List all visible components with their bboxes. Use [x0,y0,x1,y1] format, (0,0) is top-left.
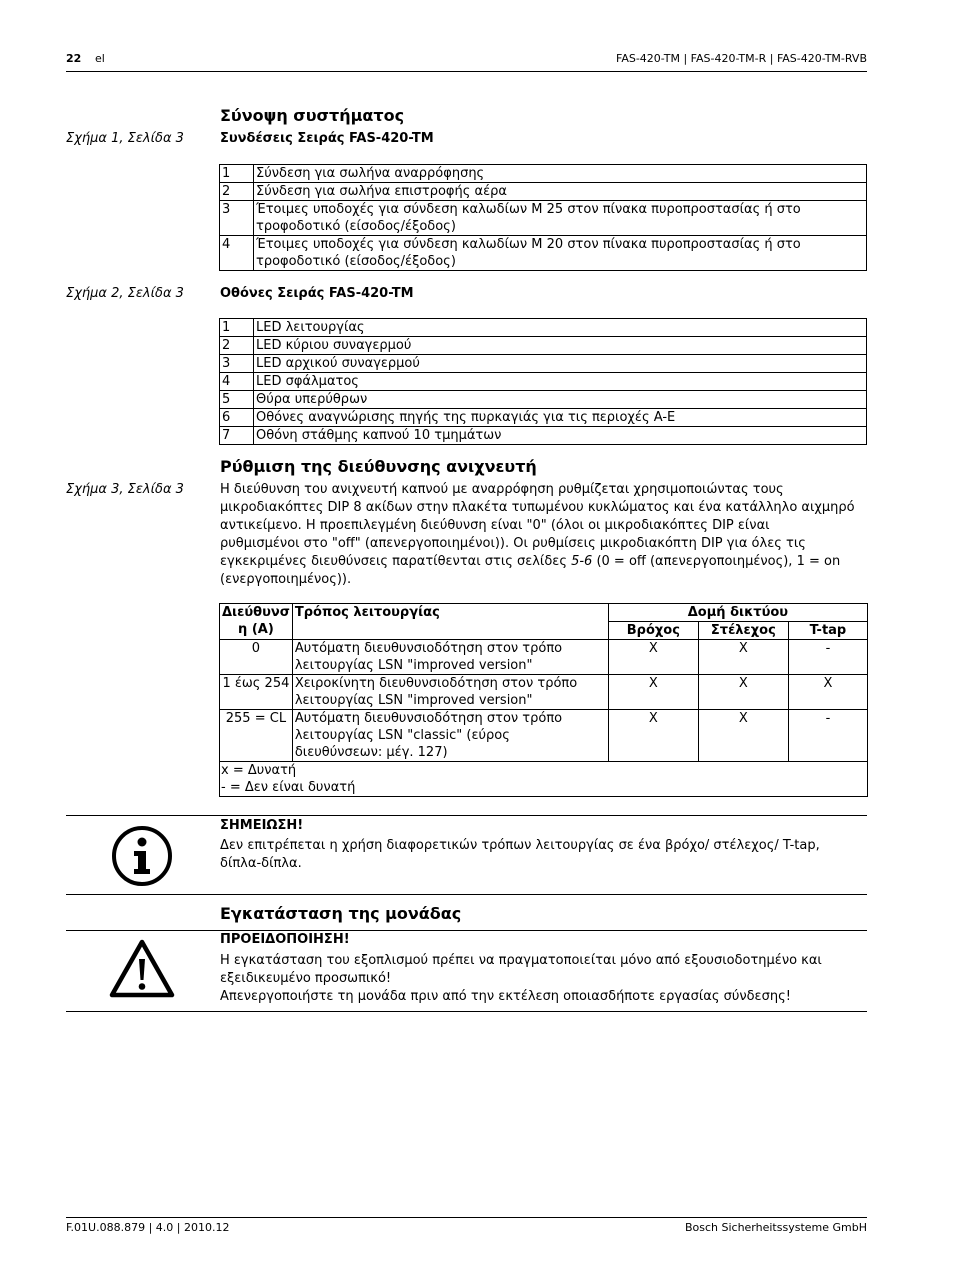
row-text: LED λειτουργίας [254,319,867,337]
footer-doc-id: F.01U.088.879 | 4.0 | 2010.12 [66,1221,230,1234]
table-row [220,337,867,355]
cell-line: Αυτόματη διευθυνσιοδότηση στον τρόπο [294,711,563,726]
row-number: 7 [220,427,254,445]
row-text: LED κύριου συναγερμού [254,337,867,355]
row-text: Σύνδεση για σωλήνα αναρρόφησης [254,165,867,183]
row-text-line: Έτοιμες υποδοχές για σύνδεση καλωδίων M 20 στον πίνακα πυροπροστασίας ή στο [256,237,801,252]
row-text: Οθόνη στάθμης καπνού 10 τμημάτων [254,427,867,445]
table-row [220,165,867,183]
cell-ttap: - [788,710,867,762]
cell-loop: X [608,640,698,675]
cell-line: λειτουργίας LSN "improved version" [294,658,533,673]
cell-address: 1 έως 254 [220,675,293,710]
paragraph-line: αντικείμενο. Η προεπιλεγμένη διεύθυνση είναι "0" (όλοι οι μικροδιακόπτες DIP είναι [220,518,770,533]
row-text-line: Έτοιμες υποδοχές για σύνδεση καλωδίων M 25 στον πίνακα πυροπροστασίας ή στο [256,202,801,217]
table-legend [220,762,868,797]
page-number: 22 [66,52,82,65]
figure-1-ref: Σχήμα 1, Σελίδα 3 [66,131,184,146]
cell-stub: X [698,640,788,675]
header-mode: Τρόπος λειτουργίας [292,604,608,640]
cell-mode [292,675,608,710]
paragraph-line: Η διεύθυνση του ανιχνευτή καπνού με αναρρόφηση ρυθμίζεται χρησιμοποιώντας τους [220,482,784,497]
figure-3-ref: Σχήμα 3, Σελίδα 3 [66,482,184,497]
figure-1-title: Συνδέσεις Σειράς FAS-420-TM [220,131,434,146]
header-stub: Στέλεχος [698,622,788,640]
address-table [219,603,868,797]
header-loop: Βρόχος [608,622,698,640]
cell-mode [292,640,608,675]
cell-line: Αυτόματη διευθυνσιοδότηση στον τρόπο [294,641,563,656]
page-reference-link[interactable]: 5-6 [571,554,593,569]
table-row [220,236,867,271]
row-text: Σύνδεση για σωλήνα επιστροφής αέρα [254,183,867,201]
row-text: LED αρχικού συναγερμού [254,355,867,373]
row-text [254,201,867,236]
paragraph-text: (0 = off (απενεργοποιημένος), 1 = on [592,554,841,569]
row-text-line: τροφοδοτικό (είσοδος/έξοδος) [256,254,456,269]
cell-loop: X [608,675,698,710]
footer-rule [66,1217,867,1218]
section-title-overview: Σύνοψη συστήματος [220,106,405,125]
warning-bottom-rule [66,1011,867,1012]
product-header: FAS-420-TM | FAS-420-TM-R | FAS-420-TM-RVB [616,52,867,65]
cell-line: λειτουργίας LSN "classic" (εύρος [294,728,510,743]
cell-address: 0 [220,640,293,675]
row-number: 3 [220,355,254,373]
warning-line: εξειδικευμένο προσωπικό! [220,971,392,986]
row-number: 6 [220,409,254,427]
paragraph-line: μικροδιακόπτες DIP 8 ακίδων στην πλακέτα τυπωμένου κυκλώματος και ένα κατάλληλο αιχμηρό [220,500,855,515]
header-ttap: T-tap [788,622,867,640]
warning-label: ΠΡΟΕΙΔΟΠΟΙΗΣΗ! [220,932,350,947]
table-row [220,675,868,710]
warning-line: Απενεργοποιήστε τη μονάδα πριν από την εκτέλεση οποιασδήποτε εργασίας σύνδεσης! [220,989,791,1004]
paragraph-text: εγκεκριμένες διευθύνσεις παρατίθενται στις σελίδες [220,554,572,569]
displays-table [219,318,867,445]
row-number: 5 [220,391,254,409]
warning-icon [108,938,176,1000]
paragraph-line: (ενεργοποιημένος)). [220,572,352,587]
table-row [220,710,868,762]
table-row [220,427,867,445]
warning-line: Η εγκατάσταση του εξοπλισμού πρέπει να πραγματοποιείται μόνο από εξουσιοδοτημένο και [220,953,822,968]
table-row [220,319,867,337]
cell-loop: X [608,710,698,762]
note-line: Δεν επιτρέπεται η χρήση διαφορετικών τρόπων λειτουργίας σε ένα βρόχο/ στέλεχος/ T-tap, [220,838,820,853]
address-paragraph [220,481,870,589]
cell-line: λειτουργίας LSN "improved version" [294,693,533,708]
table-row [220,201,867,236]
row-number: 4 [220,373,254,391]
table-legend-row [220,762,868,797]
cell-stub: X [698,675,788,710]
header-text: Διεύθυνσ [222,605,290,620]
paragraph-line: ρυθμισμένοι στο "off" (απενεργοποιημένοι)). Οι ρυθμίσεις μικροδιακόπτη DIP για όλες τις [220,536,806,551]
note-text [220,837,870,873]
note-line: δίπλα-δίπλα. [220,856,302,871]
row-text: Οθόνες αναγνώρισης πηγής της πυρκαγιάς για τις περιοχές A-E [254,409,867,427]
row-number: 1 [220,165,254,183]
footer-company: Bosch Sicherheitssysteme GmbH [684,1221,867,1234]
cell-ttap: - [788,640,867,675]
language-code: el [95,52,105,65]
legend-line: - = Δεν είναι δυνατή [221,780,356,795]
warning-text [220,952,870,1006]
cell-stub: X [698,710,788,762]
table-row [220,391,867,409]
table-header-row [220,604,868,622]
table-row [220,640,868,675]
row-text: LED σφάλματος [254,373,867,391]
cell-mode [292,710,608,762]
note-bottom-rule [66,894,867,895]
row-number: 4 [220,236,254,271]
section-title-installation: Εγκατάσταση της μονάδας [220,904,462,923]
note-top-rule [66,815,867,816]
section-title-address: Ρύθμιση της διεύθυνσης ανιχνευτή [220,457,537,476]
info-icon [110,824,174,888]
row-number: 1 [220,319,254,337]
row-number: 2 [220,183,254,201]
table-row [220,373,867,391]
legend-line: x = Δυνατή [221,763,297,778]
connections-table [219,164,867,271]
header-address [220,604,293,640]
cell-address: 255 = CL [220,710,293,762]
table-row [220,409,867,427]
header-text: η (A) [238,622,274,637]
warning-top-rule [66,930,867,931]
paragraph-line [220,553,870,571]
row-number: 3 [220,201,254,236]
figure-2-title: Οθόνες Σειράς FAS-420-TM [220,286,414,301]
cell-line: Χειροκίνητη διευθυνσιοδότηση στον τρόπο [294,676,578,691]
row-text [254,236,867,271]
cell-line: διευθύνσεων: μέγ. 127) [294,745,448,760]
figure-2-ref: Σχήμα 2, Σελίδα 3 [66,286,184,301]
note-label: ΣΗΜΕΙΩΣΗ! [220,818,304,833]
header-rule [66,71,867,72]
row-number: 2 [220,337,254,355]
row-text-line: τροφοδοτικό (είσοδος/έξοδος) [256,219,456,234]
header-network: Δομή δικτύου [608,604,867,622]
row-text: Θύρα υπερύθρων [254,391,867,409]
table-row [220,183,867,201]
cell-ttap: X [788,675,867,710]
table-row [220,355,867,373]
